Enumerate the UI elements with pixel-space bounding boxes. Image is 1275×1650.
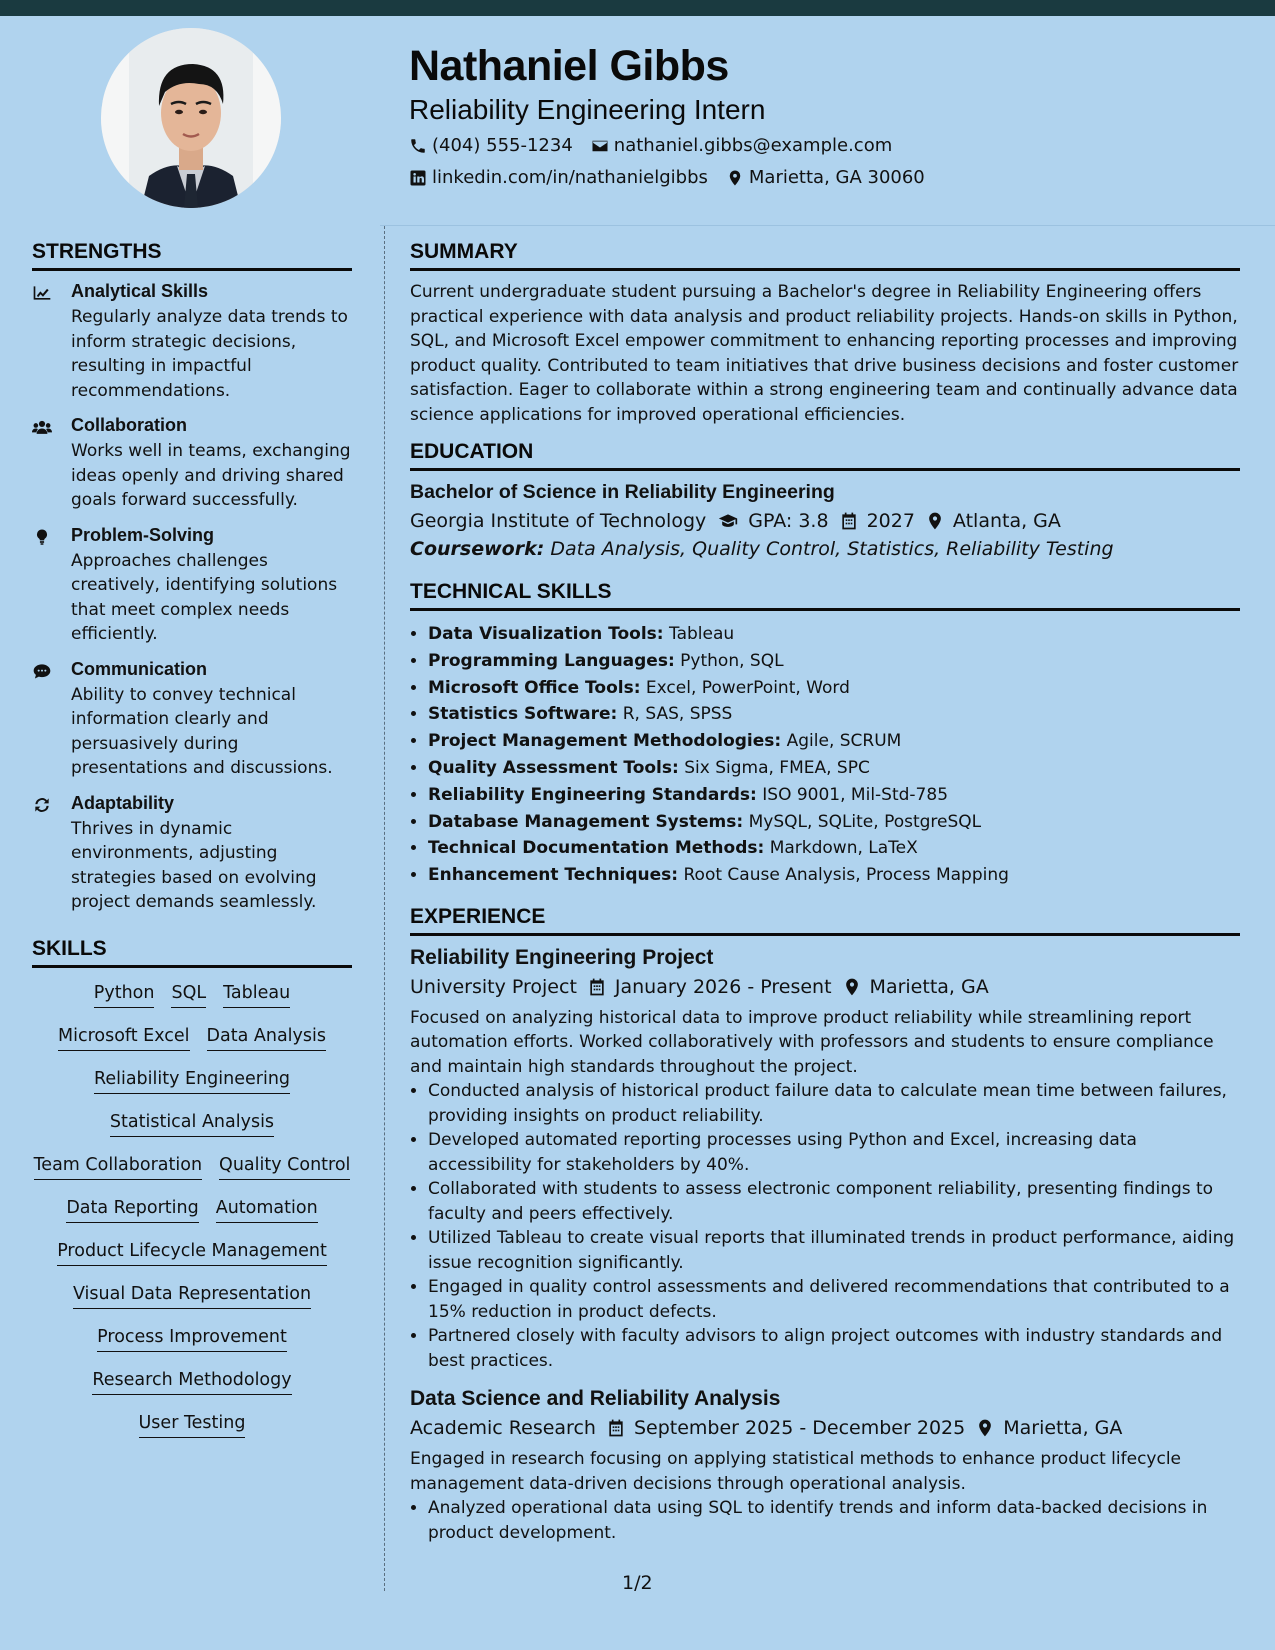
- skill-tag: Statistical Analysis: [110, 1111, 274, 1137]
- job-org: University Project: [410, 975, 577, 998]
- degree: Bachelor of Science in Reliability Engineering: [410, 481, 835, 503]
- strength-title: Adaptability: [71, 792, 175, 813]
- skill-tag: Automation: [216, 1197, 318, 1223]
- job-title: Data Science and Reliability Analysis: [410, 1387, 781, 1411]
- coursework-list: Data Analysis, Quality Control, Statistics, Reliability Testing: [550, 538, 1114, 560]
- job-bullets: [410, 1079, 1240, 1373]
- top-bar: [0, 0, 1275, 16]
- contact-row-2: [409, 167, 925, 188]
- candidate-title: Reliability Engineering Intern: [409, 94, 766, 125]
- calendar-icon: [587, 977, 607, 997]
- strength-desc: Regularly analyze data trends to inform strategic decisions, resulting in impactful recommendations.: [71, 307, 348, 401]
- list-item: • Engaged in quality control assessments and delivered recommendations that contributed to a 15% reduction in product defects.: [428, 1275, 1240, 1324]
- strength-title: Collaboration: [71, 415, 187, 435]
- education-heading: EDUCATION: [410, 440, 1240, 471]
- list-item: • Partnered closely with faculty advisors to align project outcomes with industry standards and best practices.: [428, 1324, 1240, 1373]
- list-item: • Quality Assessment Tools: Six Sigma, FMEA, SPC: [428, 755, 1240, 782]
- right-column: [410, 240, 1240, 1545]
- email-text: nathaniel.gibbs@example.com: [613, 135, 893, 156]
- skill-tag: Process Improvement: [97, 1326, 287, 1352]
- job-meta: [410, 1417, 1240, 1439]
- profile-photo: [101, 28, 281, 208]
- location-text: Marietta, GA 30060: [748, 167, 925, 188]
- summary-text: Current undergraduate student pursuing a Bachelor's degree in Reliability Engineering offers practical experience with data analysis and product reliability projects. Hands-on skills in Python, SQL, and Microsoft Excel empower commitment to enhancing reporting processes and improving product quality. Contributed to team initiatives that drive business decisions and foster customer satisfaction. Eager to collaborate within a strong engineering team and continually advance data science applications for improved operational efficiencies.: [410, 282, 1239, 425]
- skill-tag: Data Analysis: [207, 1025, 326, 1051]
- coursework: [410, 538, 1240, 560]
- skill-tag: Microsoft Excel: [58, 1025, 190, 1051]
- job-dates: January 2026 - Present: [614, 975, 832, 998]
- school: Georgia Institute of Technology: [410, 510, 707, 532]
- skill-tag: User Testing: [139, 1412, 246, 1438]
- grad-year: 2027: [866, 510, 915, 532]
- skill-tag: Tableau: [223, 982, 290, 1008]
- skill-tag: Visual Data Representation: [73, 1283, 311, 1309]
- location-item: [726, 167, 925, 188]
- map-marker-icon: [842, 977, 862, 997]
- column-divider: [384, 226, 385, 1591]
- technical-skills-heading: TECHNICAL SKILLS: [410, 580, 1240, 611]
- job-meta: [410, 976, 1240, 998]
- job-entry: [410, 946, 1240, 1374]
- linkedin-icon: [409, 169, 427, 187]
- phone-icon: [409, 137, 427, 155]
- strength-item: [32, 525, 352, 647]
- strength-desc: Thrives in dynamic environments, adjusting strategies based on evolving project demands seamlessly.: [71, 818, 317, 912]
- skill-tag: Quality Control: [219, 1154, 350, 1180]
- list-item: • Technical Documentation Methods: Markdown, LaTeX: [428, 835, 1240, 862]
- email-item[interactable]: [591, 135, 892, 156]
- candidate-name: Nathaniel Gibbs: [409, 42, 729, 90]
- skill-tag: Product Lifecycle Management: [57, 1240, 327, 1266]
- left-column: [32, 240, 352, 1455]
- lightbulb-icon: [32, 528, 52, 546]
- coursework-label: Coursework:: [410, 538, 545, 560]
- phone-item[interactable]: [409, 135, 573, 156]
- skill-tag: Data Reporting: [66, 1197, 198, 1223]
- list-item: • Microsoft Office Tools: Excel, PowerPoint, Word: [428, 675, 1240, 702]
- envelope-icon: [591, 137, 609, 155]
- job-desc: Focused on analyzing historical data to improve product reliability while streamlining report automation efforts. Worked collaboratively with professors and students to ensure compliance and maintain high standards throughout the project.: [410, 1007, 1214, 1077]
- job-title: Reliability Engineering Project: [410, 945, 714, 969]
- header-rule: [380, 225, 1275, 226]
- skill-tag: SQL: [171, 982, 206, 1008]
- skill-tag: Python: [94, 982, 155, 1008]
- comment-icon: [32, 662, 52, 680]
- list-item: • Database Management Systems: MySQL, SQLite, PostgreSQL: [428, 809, 1240, 836]
- job-bullets: [410, 1496, 1240, 1545]
- list-item: • Enhancement Techniques: Root Cause Analysis, Process Mapping: [428, 862, 1240, 889]
- strength-desc: Ability to convey technical information clearly and persuasively during presentations and discussions.: [71, 684, 333, 778]
- list-item: • Collaborated with students to assess electronic component reliability, presenting findings to faculty and peers effectively.: [428, 1177, 1240, 1226]
- experience-heading: EXPERIENCE: [410, 905, 1240, 936]
- job-desc: Engaged in research focusing on applying statistical methods to enhance product lifecycle management data-driven decisions through operational analysis.: [410, 1449, 1182, 1494]
- education-meta: [410, 510, 1240, 532]
- job-dates: September 2025 - December 2025: [633, 1417, 966, 1440]
- strength-title: Communication: [71, 658, 208, 679]
- job-location: Marietta, GA: [1003, 1417, 1123, 1440]
- job-location: Marietta, GA: [869, 975, 989, 998]
- linkedin-text: linkedin.com/in/nathanielgibbs: [432, 167, 708, 188]
- map-marker-icon: [925, 511, 945, 531]
- page-number: 1/2: [622, 1572, 653, 1594]
- chart-line-icon: [32, 284, 52, 302]
- list-item: • Utilized Tableau to create visual reports that illuminated trends in product performance, aiding issue recognition significantly.: [428, 1226, 1240, 1275]
- summary-heading: SUMMARY: [410, 240, 1240, 271]
- job-entry: [410, 1387, 1240, 1545]
- skills-heading: SKILLS: [32, 937, 352, 968]
- strength-title: Analytical Skills: [71, 281, 209, 301]
- list-item: • Programming Languages: Python, SQL: [428, 648, 1240, 675]
- strength-item: [32, 415, 352, 513]
- gpa: GPA: 3.8: [748, 510, 829, 532]
- sync-icon: [32, 796, 52, 814]
- strength-item: [32, 793, 352, 915]
- technical-skills-list: [410, 621, 1240, 889]
- strength-item: [32, 281, 352, 403]
- skills-list: [32, 982, 352, 1438]
- list-item: • Developed automated reporting processes using Python and Excel, increasing data accessibility for stakeholders by 40%.: [428, 1128, 1240, 1177]
- list-item: • Statistics Software: R, SAS, SPSS: [428, 701, 1240, 728]
- strength-desc: Approaches challenges creatively, identifying solutions that meet complex needs efficiently.: [71, 550, 338, 644]
- calendar-icon: [839, 511, 859, 531]
- strength-desc: Works well in teams, exchanging ideas openly and driving shared goals forward successfully.: [71, 441, 351, 510]
- skill-tag: Team Collaboration: [34, 1154, 202, 1180]
- contact-row-1: [409, 135, 892, 156]
- strengths-heading: STRENGTHS: [32, 240, 352, 271]
- skill-tag: Reliability Engineering: [94, 1068, 290, 1094]
- list-item: • Reliability Engineering Standards: ISO 9001, Mil-Std-785: [428, 782, 1240, 809]
- graduation-cap-icon: [716, 511, 740, 531]
- job-org: Academic Research: [410, 1417, 596, 1440]
- calendar-icon: [606, 1418, 626, 1438]
- linkedin-item[interactable]: [409, 167, 708, 188]
- phone-text: (404) 555-1234: [432, 135, 573, 156]
- strength-item: [32, 659, 352, 781]
- skill-tag: Research Methodology: [92, 1369, 291, 1395]
- list-item: • Project Management Methodologies: Agile, SCRUM: [428, 728, 1240, 755]
- list-item: • Data Visualization Tools: Tableau: [428, 621, 1240, 648]
- map-marker-icon: [975, 1418, 995, 1438]
- strength-title: Problem-Solving: [71, 524, 215, 545]
- users-icon: [32, 418, 52, 436]
- list-item: • Analyzed operational data using SQL to identify trends and inform data-backed decisions in product development.: [428, 1496, 1240, 1545]
- edu-location: Atlanta, GA: [952, 510, 1061, 532]
- list-item: • Conducted analysis of historical product failure data to calculate mean time between failures, providing insights on product reliability.: [428, 1079, 1240, 1128]
- map-marker-icon: [726, 169, 744, 187]
